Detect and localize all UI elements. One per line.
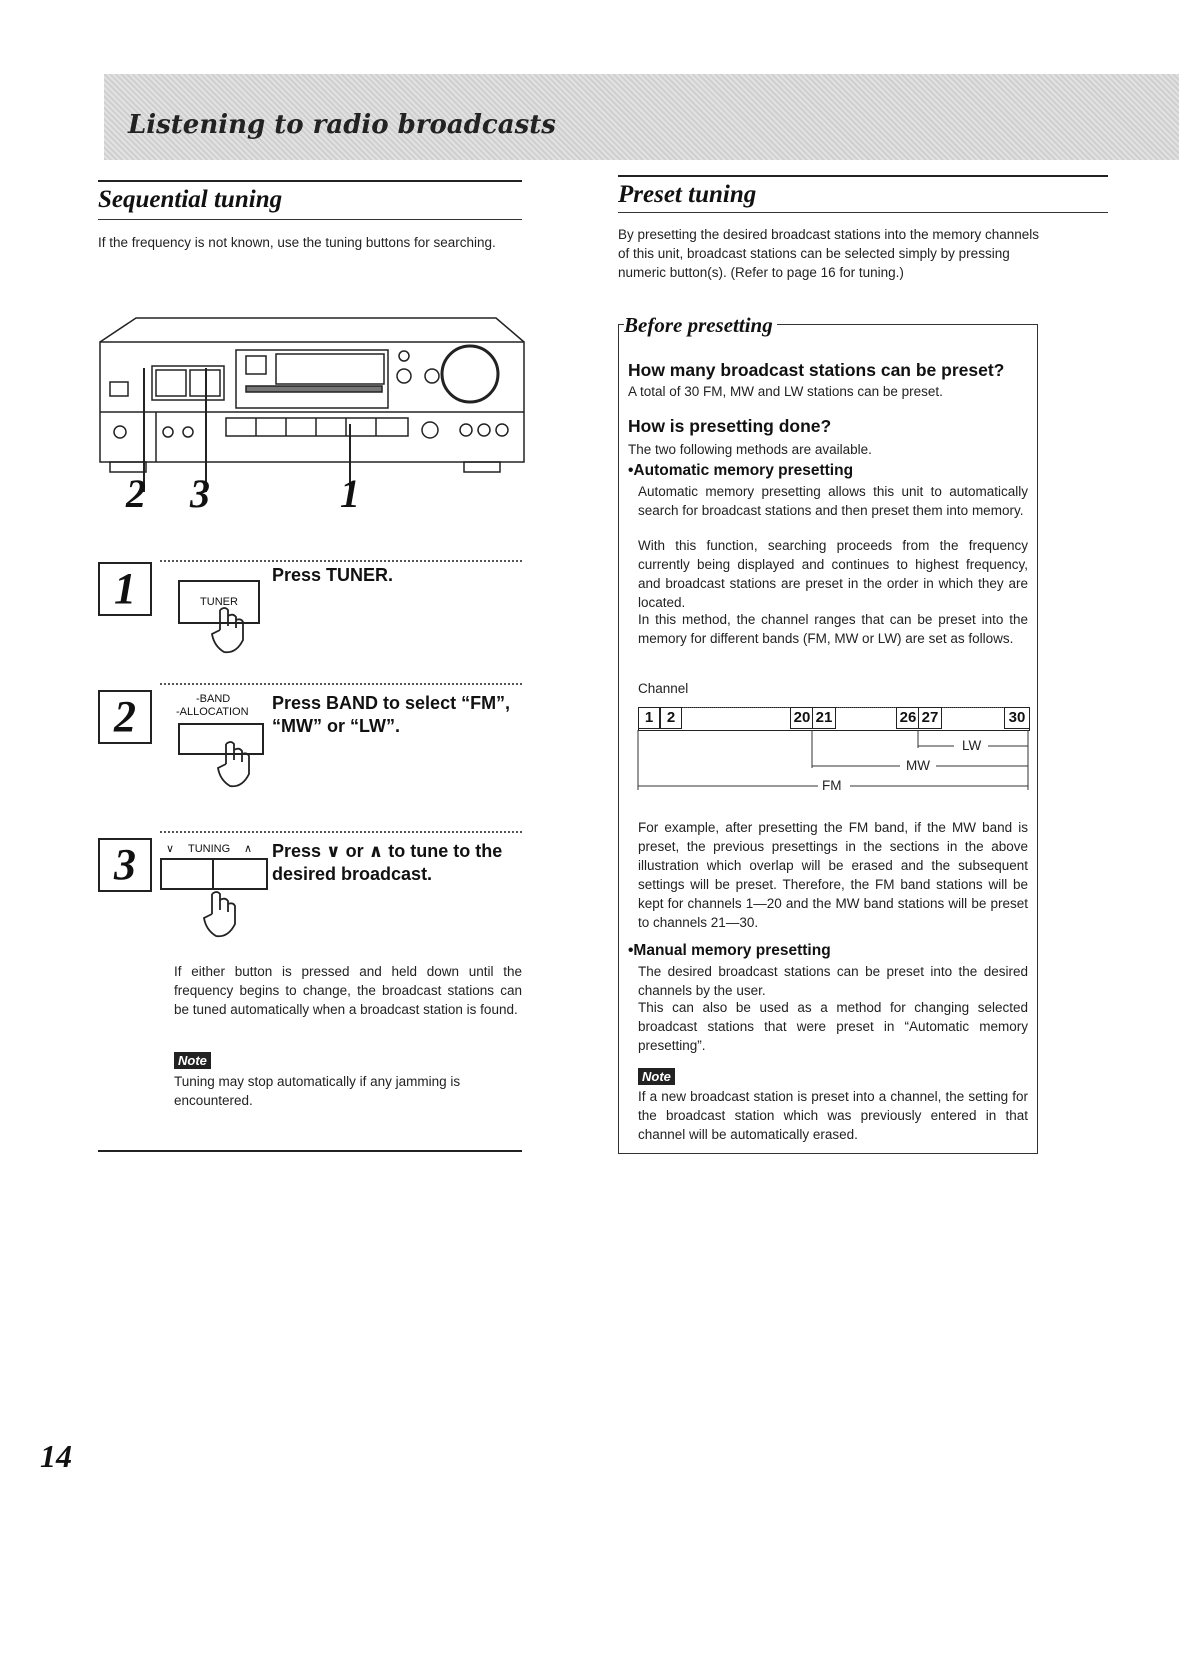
allocation-label: -ALLOCATION <box>176 706 249 718</box>
channel-cell: 27 <box>918 707 942 729</box>
auto-presetting-title: •Automatic memory presetting <box>628 462 854 479</box>
left-bottom-rule <box>98 1150 522 1152</box>
preset-title: Preset tuning <box>618 181 757 208</box>
channel-dots-3 <box>940 707 1004 708</box>
answer-how-done: The two following methods are available. <box>628 442 872 457</box>
channel-cell: 20 <box>790 707 814 729</box>
band-mw-label: MW <box>906 758 930 773</box>
sequential-title: Sequential tuning <box>98 186 283 213</box>
tuning-label: TUNING <box>188 843 231 855</box>
receiver-illustration <box>96 312 536 537</box>
channel-cell: 21 <box>812 707 836 729</box>
channel-label: Channel <box>638 681 689 696</box>
before-presetting-title: Before presetting <box>624 313 777 338</box>
note-badge: Note <box>174 1052 211 1069</box>
callout-2: 2 <box>126 471 146 516</box>
manual-presetting-p1: The desired broadcast stations can be preset into the desired channels by the user. <box>638 964 1028 998</box>
step-2-text: Press BAND to select “FM”, “MW” or “LW”. <box>272 693 511 736</box>
sequential-intro: If the frequency is not known, use the tuning buttons for searching. <box>98 235 496 250</box>
example-text: For example, after presetting the FM band, if the MW band is preset, the previous presettings in the sections in the above illustration which overlap will be erased and the subsequent settings will be preset. Therefore, the FM band stations will be kept for channels 1—20 and the MW band stations will be preset to channels 21—30. <box>638 820 1028 930</box>
auto-presetting-p1: Automatic memory presetting allows this unit to automatically search for broadcast stations and then preset them into memory. <box>638 484 1028 518</box>
page-number: 14 <box>40 1438 72 1474</box>
right-top-rule <box>618 175 1108 177</box>
callout-1: 1 <box>340 471 360 516</box>
question-how-many: How many broadcast stations can be preset? <box>628 360 1005 380</box>
auto-tuning-text: If either button is pressed and held down until the frequency begins to change, the broadcast stations can be tuned automatically when a broadcast station is found. <box>174 964 522 1017</box>
channel-cell: 1 <box>638 707 660 729</box>
tuning-up-symbol: ∧ <box>244 843 253 855</box>
callout-3: 3 <box>190 471 210 516</box>
tuning-down-symbol: ∨ <box>166 843 175 855</box>
left-top-rule <box>98 180 522 182</box>
band-fm-label: FM <box>822 778 842 793</box>
manual-presetting-p2: This can also be used as a method for changing selected broadcast stations that were preset in “Automatic memory presetting”. <box>638 1000 1028 1053</box>
step-3-number: 3 <box>98 838 152 892</box>
right-title-rule <box>618 212 1108 213</box>
channel-cell: 2 <box>660 707 682 729</box>
step-2-number: 2 <box>98 690 152 744</box>
tuner-button-label: TUNER <box>200 596 238 608</box>
question-how-done: How is presetting done? <box>628 416 832 436</box>
step-1-number: 1 <box>98 562 152 616</box>
step-1-divider <box>160 560 522 562</box>
step-2-divider <box>160 683 522 685</box>
preset-intro: By presetting the desired broadcast stations into the memory channels of this unit, broadcast stations can be selected simply by pressing numeric button(s). (Refer to page 16 for tuning.) <box>618 227 1039 280</box>
pointing-hand-icon <box>212 740 262 790</box>
right-note-text: If a new broadcast station is preset into a channel, the setting for the broadcast station which was previously entered in that channel will be automatically erased. <box>638 1089 1028 1142</box>
step-1-text: Press TUNER. <box>272 565 394 585</box>
left-title-rule <box>98 219 522 220</box>
channel-cell: 26 <box>896 707 920 729</box>
auto-presetting-p2: With this function, searching proceeds from the frequency currently being displayed and continues to highest frequency, and broadcast stations are preset in the order in which they are located. <box>638 538 1028 610</box>
manual-presetting-title: •Manual memory presetting <box>628 942 831 959</box>
note-badge: Note <box>638 1068 675 1085</box>
band-label: -BAND <box>196 693 231 705</box>
answer-how-many: A total of 30 FM, MW and LW stations can be preset. <box>628 384 943 399</box>
step-3-text: Press ∨ or ∧ to tune to the desired broadcast. <box>272 841 503 884</box>
tuning-down-button[interactable] <box>160 858 216 890</box>
page-header-title: Listening to radio broadcasts <box>128 110 556 140</box>
pointing-hand-icon <box>198 890 248 940</box>
band-lw-label: LW <box>962 738 982 753</box>
channel-dots-1 <box>680 707 790 708</box>
channel-dots-2 <box>834 707 896 708</box>
channel-cell: 30 <box>1004 707 1030 729</box>
tuning-up-button[interactable] <box>212 858 268 890</box>
left-note-text: Tuning may stop automatically if any jamming is encountered. <box>174 1074 461 1108</box>
pointing-hand-icon <box>206 606 256 656</box>
step-3-divider <box>160 831 522 833</box>
auto-presetting-p3: In this method, the channel ranges that can be preset into the memory for different bands (FM, MW or LW) are set as follows. <box>638 612 1028 646</box>
